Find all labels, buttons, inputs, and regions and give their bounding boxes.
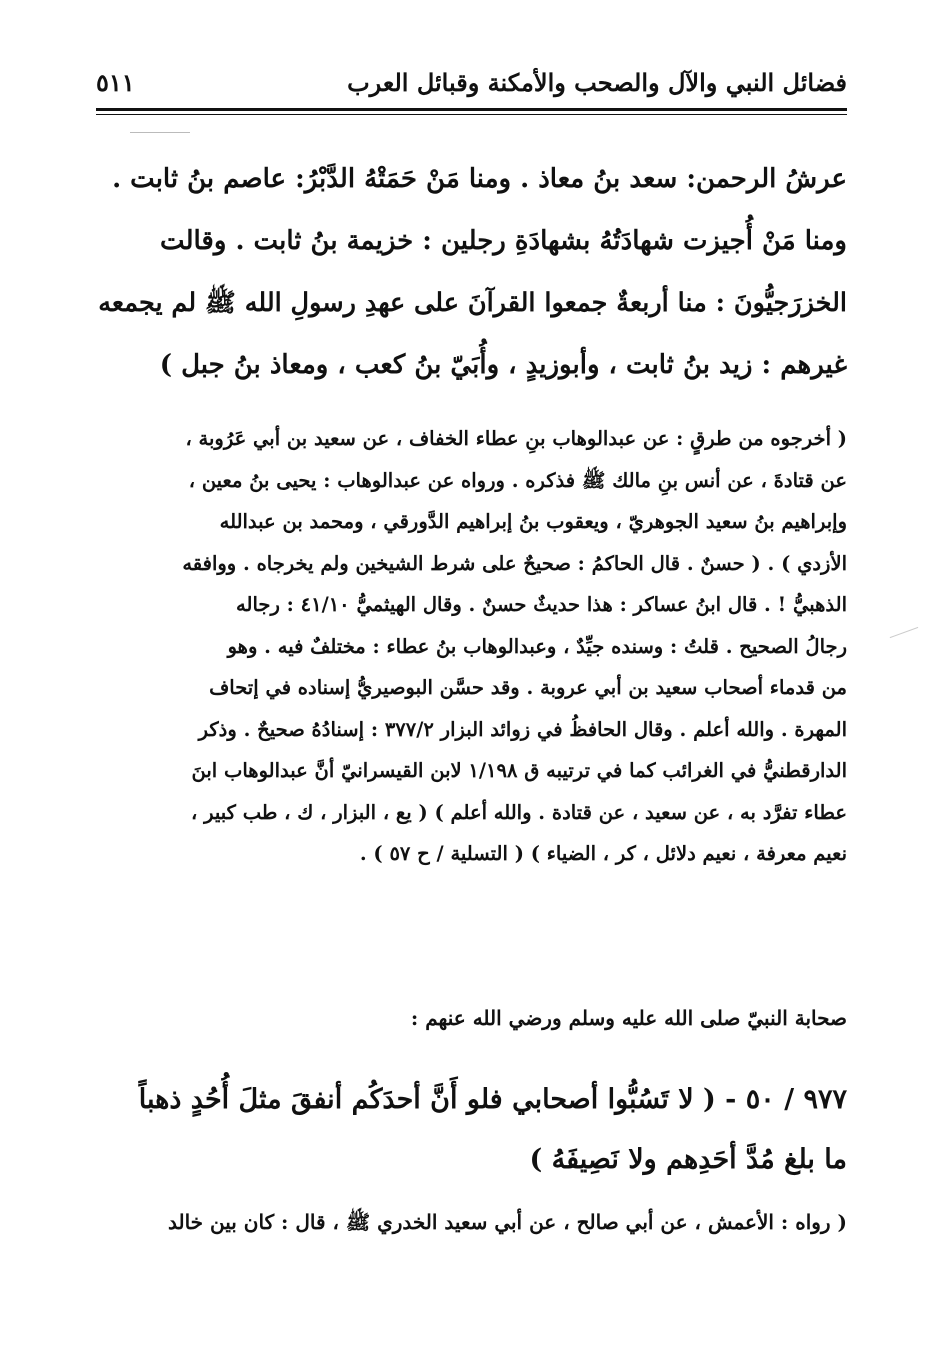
- main-text-line: غيرهم : زيد بنُ ثابت ، وأبوزيدٍ ، وأُبَيّ بنُ كعب ، ومعاذ بنُ جبل ): [159, 350, 847, 380]
- takhrij-line: الدارقطنيُّ في الغرائب كما في ترتيبه ق ١/١٩٨ لابن القيسرانيّ أنَّ عبدالوهاب ابنَ: [191, 759, 847, 782]
- takhrij-line: عطاء تفرَّد به ، عن سعيد ، عن قتادة . والله أعلم ) ( يع ، البزار ، ك ، طب كبير ،: [191, 800, 847, 824]
- running-header: [96, 60, 847, 104]
- takhrij-line: عن قتادةَ ، عن أنس بنِ مالك ﷺ فذكره . ورواه عن عبدالوهاب : يحيى بنُ معين ،: [188, 468, 847, 492]
- takhrij-line: وإبراهيم بنُ سعيد الجوهريّ ، ويعقوب بنُ إبراهيم الدَّورقي ، ومحمد بن عبدالله: [219, 510, 847, 533]
- main-text-line: الخزرَجيُّونَ : منا أربعةٌ جمعوا القرآنَ على عهدِ رسولِ الله ﷺ لم يجمعه: [98, 288, 847, 318]
- hadith-text: [96, 1070, 847, 1190]
- running-header-title: فضائل النبي والآل والصحب والأمكنة وقبائل العرب: [347, 67, 847, 97]
- scan-mark: [130, 132, 190, 133]
- main-text-line: عرشُ الرحمن: سعد بنُ معاذ . ومنا مَنْ حَمَتْهُ الدَّبْرُ: عاصم بنُ ثابت .: [112, 164, 847, 194]
- takhrij-line: رجالُ الصحيح . قلتُ : وسنده جيِّدٌ ، وعبدالوهاب بنُ عطاء : مختلفٌ فيه . وهو: [227, 634, 847, 658]
- margin-mark: [890, 627, 919, 638]
- takhrij-line: المهرة . والله أعلم . وقال الحافظُ في زوائد البزار ٣٧٧/٢ : إسنادُهُ صحيحٌ . وذكر: [198, 717, 847, 741]
- narration-line: ( رواه : الأعمش ، عن أبي صالح ، عن أبي سعيد الخدري ﷺ ، قال : كان بين خالد: [167, 1210, 847, 1234]
- takhrij-paragraph: [96, 418, 847, 875]
- takhrij-line: الأزدي ) . ( حسنٌ . قال الحاكمُ : صحيحٌ على شرط الشيخين ولم يخرجاه . ووافقه: [182, 551, 847, 575]
- header-rule-thick: [96, 108, 847, 111]
- narration-paragraph: [96, 1202, 847, 1242]
- header-rule-thin: [96, 114, 847, 115]
- main-text-paragraph: [96, 148, 847, 396]
- main-text-line: ومنا مَنْ أُجيزت شهادَتُهُ بشهادَةِ رجلين : خزيمة بنُ ثابت . وقالت: [160, 226, 847, 256]
- takhrij-line: الذهبيُّ ! . قال ابنُ عساكر : هذا حديثٌ حسنٌ . وقال الهيثميُّ ٤١/١٠ : رجاله: [236, 593, 847, 616]
- takhrij-line: نعيم معرفة ، نعيم دلائل ، كر ، الضياء ) ( التسلية / ح ٥٧ ) .: [359, 842, 847, 865]
- takhrij-line: من قدماء أصحاب سعيد بن أبي عروبة . وقد حسَّن البوصيريُّ إسناده في إتحاف: [209, 676, 847, 699]
- section-heading: صحابة النبيّ صلى الله عليه وسلم ورضي الله عنهم :: [410, 1006, 847, 1030]
- page-number: ٥١١: [96, 67, 135, 97]
- hadith-line: ٩٧٧ / ٥٠ - ( لا تَسُبُّوا أصحابي فلو أَنَّ أحدَكُم أنفقَ مثلَ أُحُدٍ ذهباً: [138, 1084, 847, 1115]
- hadith-line: ما بلغ مُدَّ أحَدِهم ولا نَصِيفَهُ ): [529, 1144, 847, 1175]
- takhrij-line: ( أخرجوه من طرقٍ : عن عبدالوهاب بنِ عطاء الخفاف ، عن سعيد بن أبي عَرُوبة ،: [185, 427, 847, 450]
